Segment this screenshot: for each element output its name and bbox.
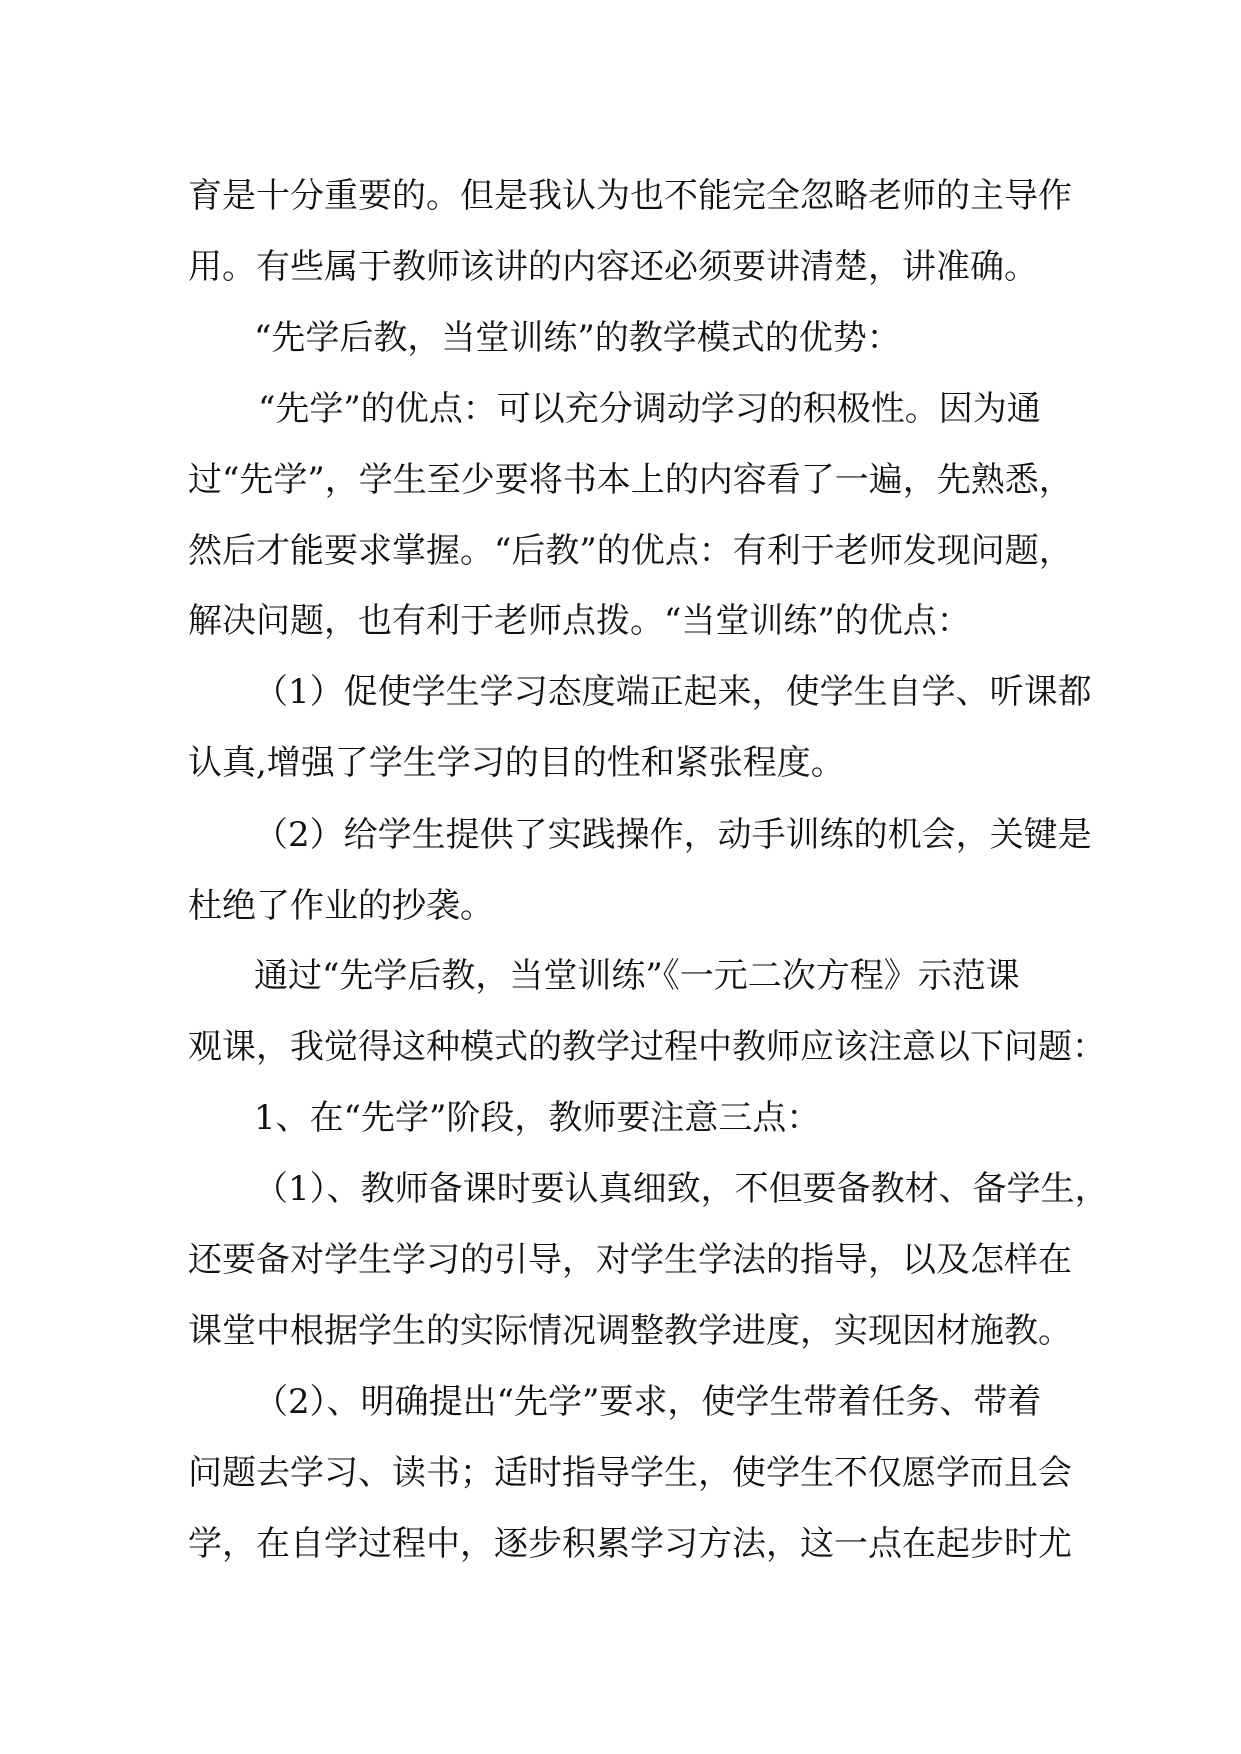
list-item: （2）、明确提出“先学”要求，使学生带着任务、带着 [254, 1382, 1042, 1422]
text-line: 课堂中根据学生的实际情况调整教学进度，实现因材施教。 [188, 1311, 1072, 1351]
text-line: 通过“先学后教，当堂训练”《一元二次方程》示范课 [254, 956, 1020, 996]
text-line: 观课，我觉得这种模式的教学过程中教师应该注意以下问题： [188, 1027, 1106, 1067]
text-line: 用。有些属于教师该讲的内容还必须要讲清楚，讲准确。 [188, 247, 1038, 287]
list-item: （1）、教师备课时要认真细致，不但要备教材、备学生， [254, 1169, 1109, 1209]
text-line: 学，在自学过程中，逐步积累学习方法，这一点在起步时尤 [188, 1524, 1072, 1564]
text-line: 杜绝了作业的抄袭。 [188, 886, 494, 926]
text-line: 认真,增强了学生学习的目的性和紧张程度。 [188, 743, 845, 783]
text-line: 问题去学习、读书；适时指导学生，使学生不仅愿学而且会 [188, 1453, 1072, 1493]
list-item: （1）促使学生学习态度端正起来，使学生自学、听课都 [254, 672, 1092, 712]
text-line: 还要备对学生学习的引导，对学生学法的指导，以及怎样在 [188, 1240, 1072, 1280]
list-item: （2）给学生提供了实践操作，动手训练的机会，关键是 [254, 815, 1092, 855]
section-heading: “先学后教，当堂训练”的教学模式的优势： [254, 318, 901, 358]
section-heading: 1、在“先学”阶段，教师要注意三点： [254, 1098, 821, 1138]
text-line: 然后才能要求掌握。“后教”的优点：有利于老师发现问题， [188, 531, 1073, 571]
text-line: 过“先学”，学生至少要将书本上的内容看了一遍，先熟悉， [188, 460, 1073, 500]
text-line: 育是十分重要的。但是我认为也不能完全忽略老师的主导作 [188, 176, 1072, 216]
text-line: “先学”的优点：可以充分调动学习的积极性。因为通 [258, 389, 1041, 429]
text-line: 解决问题，也有利于老师点拨。“当堂训练”的优点： [188, 601, 971, 641]
